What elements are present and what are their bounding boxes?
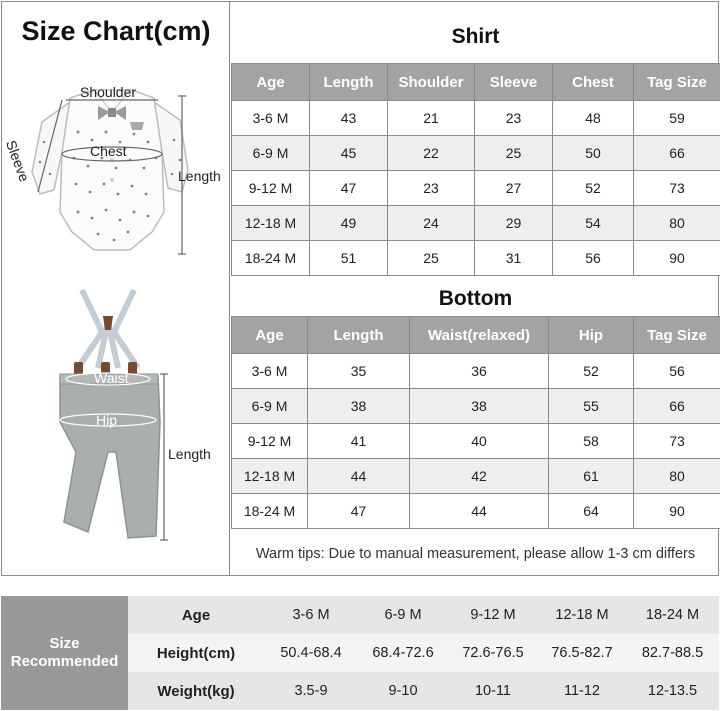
table-cell: 80 <box>634 206 720 241</box>
table-cell: 24 <box>388 206 475 241</box>
table-cell: 18-24 M <box>626 596 719 634</box>
size-chart-box <box>1 1 719 576</box>
table-cell: 90 <box>634 241 720 276</box>
page-title: Size Chart(cm) <box>21 16 211 46</box>
table-cell: 51 <box>310 241 388 276</box>
shirt-size-table <box>231 63 720 276</box>
column-header: Length <box>308 317 410 354</box>
table-cell: 80 <box>634 459 720 494</box>
table-cell: 55 <box>549 389 634 424</box>
table-cell: 50.4-68.4 <box>264 634 358 672</box>
shirt-section-title: Shirt <box>451 25 500 48</box>
size-recommended-line2: Recommended <box>10 653 119 670</box>
bottom-section-title: Bottom <box>438 287 513 310</box>
bottom-size-table <box>231 316 720 529</box>
table-row <box>232 389 720 424</box>
table-cell: 9-12 M <box>232 171 310 206</box>
table-cell: 36 <box>410 354 549 389</box>
table-cell: 12-18 M <box>232 206 310 241</box>
column-header: Length <box>310 64 388 101</box>
table-cell: 47 <box>308 494 410 529</box>
row-header: Height(cm) <box>128 634 264 672</box>
table-cell: 82.7-88.5 <box>626 634 719 672</box>
table-cell: 72.6-76.5 <box>448 634 538 672</box>
table-row <box>232 459 720 494</box>
table-cell: 66 <box>634 136 720 171</box>
table-row <box>232 171 720 206</box>
table-row <box>232 206 720 241</box>
table-cell: 47 <box>310 171 388 206</box>
pants-length-label: Length <box>168 446 211 462</box>
table-row <box>232 424 720 459</box>
table-cell: 61 <box>549 459 634 494</box>
table-cell: 68.4-72.6 <box>358 634 448 672</box>
table-cell: 6-9 M <box>232 136 310 171</box>
shirt-length-label: Length <box>178 168 221 184</box>
table-cell: 18-24 M <box>232 494 308 529</box>
table-cell: 11-12 <box>538 672 626 710</box>
table-cell: 56 <box>553 241 634 276</box>
table-cell: 3-6 M <box>232 101 310 136</box>
table-cell: 12-18 M <box>232 459 308 494</box>
table-cell: 43 <box>310 101 388 136</box>
table-cell: 29 <box>475 206 553 241</box>
shoulder-label: Shoulder <box>80 84 137 100</box>
table-cell: 6-9 M <box>358 596 448 634</box>
table-cell: 6-9 M <box>232 389 308 424</box>
table-header-row <box>232 64 720 101</box>
table-cell: 73 <box>634 424 720 459</box>
table-cell: 18-24 M <box>232 241 310 276</box>
hip-label: Hip <box>96 412 118 428</box>
table-cell: 44 <box>410 494 549 529</box>
table-cell: 3.5-9 <box>264 672 358 710</box>
table-cell: 31 <box>475 241 553 276</box>
table-cell: 73 <box>634 171 720 206</box>
waist-label: Waist <box>94 370 129 386</box>
table-cell: 38 <box>410 389 549 424</box>
table-cell: 38 <box>308 389 410 424</box>
garment-diagram-panel <box>2 2 230 575</box>
table-cell: 3-6 M <box>232 354 308 389</box>
table-cell: 3-6 M <box>264 596 358 634</box>
table-cell: 42 <box>410 459 549 494</box>
table-cell: 12-13.5 <box>626 672 719 710</box>
table-cell: 25 <box>475 136 553 171</box>
column-header: Age <box>232 64 310 101</box>
table-row <box>128 672 719 710</box>
table-cell: 64 <box>549 494 634 529</box>
table-cell: 76.5-82.7 <box>538 634 626 672</box>
column-header: Hip <box>549 317 634 354</box>
table-cell: 58 <box>549 424 634 459</box>
size-recommended-label <box>1 596 128 710</box>
table-cell: 41 <box>308 424 410 459</box>
table-cell: 9-12 M <box>232 424 308 459</box>
table-cell: 9-10 <box>358 672 448 710</box>
table-cell: 35 <box>308 354 410 389</box>
table-cell: 90 <box>634 494 720 529</box>
table-cell: 59 <box>634 101 720 136</box>
table-cell: 50 <box>553 136 634 171</box>
table-row <box>232 494 720 529</box>
table-row <box>232 136 720 171</box>
table-cell: 44 <box>308 459 410 494</box>
table-header-row <box>232 317 720 354</box>
table-row <box>232 241 720 276</box>
table-cell: 10-11 <box>448 672 538 710</box>
table-cell: 54 <box>553 206 634 241</box>
chest-label: Chest <box>90 143 127 159</box>
table-cell: 23 <box>475 101 553 136</box>
table-row <box>128 596 719 634</box>
table-cell: 23 <box>388 171 475 206</box>
table-cell: 12-18 M <box>538 596 626 634</box>
warm-tips-note: Warm tips: Due to manual measurement, please allow 1-3 cm differs <box>255 546 696 562</box>
column-header: Shoulder <box>388 64 475 101</box>
table-row <box>232 354 720 389</box>
table-cell: 52 <box>549 354 634 389</box>
table-cell: 49 <box>310 206 388 241</box>
row-header: Weight(kg) <box>128 672 264 710</box>
column-header: Tag Size <box>634 64 720 101</box>
table-cell: 25 <box>388 241 475 276</box>
row-header: Age <box>128 596 264 634</box>
table-cell: 9-12 M <box>448 596 538 634</box>
sleeve-label: Sleeve <box>2 138 33 184</box>
table-cell: 52 <box>553 171 634 206</box>
table-row <box>232 101 720 136</box>
size-recommended-table <box>128 596 719 710</box>
column-header: Sleeve <box>475 64 553 101</box>
table-cell: 56 <box>634 354 720 389</box>
column-header: Chest <box>553 64 634 101</box>
table-cell: 66 <box>634 389 720 424</box>
table-cell: 22 <box>388 136 475 171</box>
table-cell: 40 <box>410 424 549 459</box>
column-header: Age <box>232 317 308 354</box>
table-row <box>128 634 719 672</box>
column-header: Tag Size <box>634 317 720 354</box>
table-cell: 48 <box>553 101 634 136</box>
table-cell: 27 <box>475 171 553 206</box>
table-cell: 45 <box>310 136 388 171</box>
table-cell: 21 <box>388 101 475 136</box>
size-recommended-line1: Size <box>49 635 80 652</box>
column-header: Waist(relaxed) <box>410 317 549 354</box>
size-recommended-box <box>1 596 719 710</box>
